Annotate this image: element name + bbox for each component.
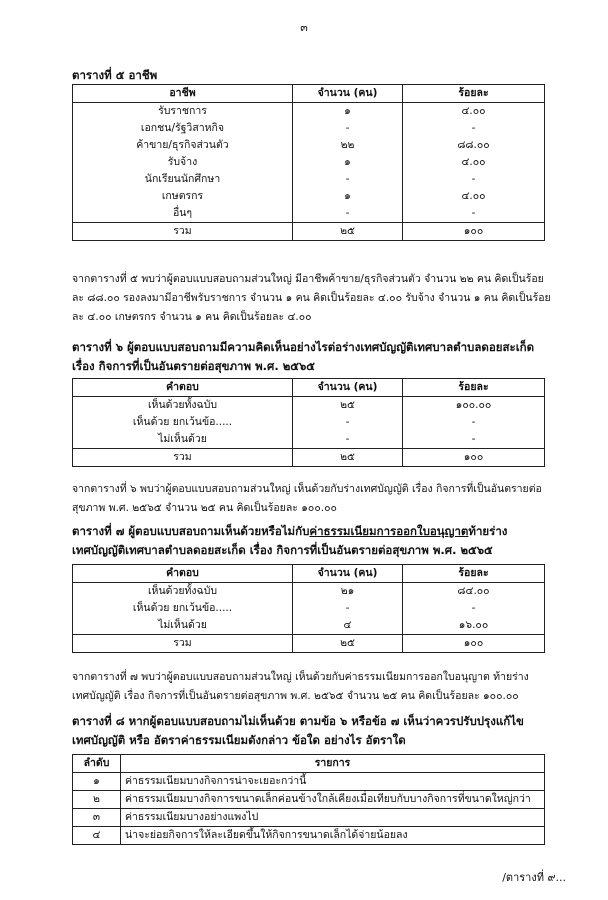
table7-header-answer: คำตอบ <box>73 565 293 583</box>
table8-item: ค่าธรรมเนียมบางอย่างแพงไป <box>121 809 545 827</box>
table5-cell: ๔.๐๐ <box>403 188 545 205</box>
table6-cell: - <box>293 431 403 449</box>
table6-cell: ไม่เห็นด้วย <box>73 431 293 449</box>
table6-summary: จากตารางที่ ๖ พบว่าผู้ตอบแบบสอบถามส่วนใหญ่ เห็นด้วยกับร่างเทศบัญญัติ เรื่อง กิจการที่เป็นอันตรายต่อสุขภาพ พ.ศ. ๒๕๖๕ จำนวน ๒๕ คน คิดเป็นร้อยละ ๑๐๐.๐๐ <box>72 483 542 514</box>
table6-total-count: ๒๕ <box>293 449 403 467</box>
table5-total-count: ๒๕ <box>293 223 403 241</box>
table5-cell: เกษตรกร <box>73 188 293 205</box>
table5-header-count: จำนวน (คน) <box>293 85 403 103</box>
table6-cell: - <box>293 414 403 431</box>
table-row <box>73 617 545 635</box>
table7-summary: จากตารางที่ ๗ พบว่าผู้ตอบแบบสอบถามส่วนใหญ่ เห็นด้วยกับค่าธรรมเนียมการออกใบอนุญาต ท้ายร่างเทศบัญญัติ เรื่อง กิจการที่เป็นอันตรายต่อสุขภาพ พ.ศ. ๒๕๖๕ จำนวน ๒๕ คน คิดเป็นร้อยละ ๑๐๐.๐๐ <box>72 671 529 702</box>
table7-caption-end: ท้ายร่างเทศบัญญัติเทศบาลตำบลดอยสะเก็ด เรื่อง กิจการที่เป็นอันตรายต่อสุขภาพ พ.ศ. ๒๕๖๕ <box>72 524 508 557</box>
table5-summary: จากตารางที่ ๕ พบว่าผู้ตอบแบบสอบถามส่วนใหญ่ มีอาชีพค้าขาย/ธุรกิจส่วนตัว จำนวน ๒๒ คน คิดเป็นร้อยละ ๘๘.๐๐ รองลงมามีอาชีพรับราชการ จำนวน ๑ คน คิดเป็นร้อยละ ๔.๐๐ รับจ้าง จำนวน ๑ คน คิดเป็นร้อยละ ๔.๐๐ เกษตรกร จำนวน ๑ คน คิดเป็นร้อยละ ๔.๐๐ <box>72 273 551 323</box>
table7-cell: ไม่เห็นด้วย <box>73 617 293 635</box>
table5-total-percent: ๑๐๐ <box>403 223 545 241</box>
table7-cell: ๒๑ <box>293 583 403 601</box>
table6-cell: - <box>403 414 545 431</box>
table8-order: ๑ <box>73 773 121 791</box>
table5-cell: ๑ <box>293 103 403 121</box>
table-row <box>73 414 545 431</box>
table-row <box>73 171 545 188</box>
table6-total-row <box>73 449 545 467</box>
table6-header-row <box>73 379 545 397</box>
table8 <box>72 754 545 845</box>
table6-caption: ตารางที่ ๖ ผู้ตอบแบบสอบถามมีความคิดเห็นอย่างไรต่อร่างเทศบัญญัติเทศบาลตำบลดอยสะเก็ด เรื่อง กิจการที่เป็นอันตรายต่อสุขภาพ พ.ศ. ๒๕๖๕ <box>72 340 535 373</box>
table7-cell: ๔ <box>293 617 403 635</box>
table7-header-row <box>73 565 545 583</box>
table6-cell: เห็นด้วยทั้งฉบับ <box>73 397 293 415</box>
table7-cell: - <box>293 600 403 617</box>
table8-order: ๓ <box>73 809 121 827</box>
table-row <box>73 397 545 415</box>
table5-cell: อื่นๆ <box>73 205 293 223</box>
table5-cell: ๔.๐๐ <box>403 103 545 121</box>
table-row <box>73 809 545 827</box>
table6-total-label: รวม <box>73 449 293 467</box>
table8-item: ค่าธรรมเนียมบางกิจการน่าจะเยอะกว่านี้ <box>121 773 545 791</box>
table8-caption: ตารางที่ ๘ หากผู้ตอบแบบสอบถามไม่เห็นด้วย ตามข้อ ๖ หรือข้อ ๗ เห็นว่าควรปรับปรุงแก้ไขเทศบัญญัติ หรือ อัตราค่าธรรมเนียมดังกล่าว ข้อใด อย่างไร อัตราใด <box>72 714 524 747</box>
table8-item: น่าจะย่อยกิจการให้ละเอียดขึ้นให้กิจการขนาดเล็กได้จ่ายน้อยลง <box>121 827 545 845</box>
table5-cell: - <box>293 171 403 188</box>
table5-cell: ๑ <box>293 188 403 205</box>
table-row <box>73 154 545 171</box>
table5-cell: ๒๒ <box>293 137 403 154</box>
table-row <box>73 600 545 617</box>
table5-cell: รับจ้าง <box>73 154 293 171</box>
table8-item: ค่าธรรมเนียมบางกิจการขนาดเล็กค่อนข้างใกล้เคียงเมื่อเทียบกับบางกิจการที่ขนาดใหญ่กว่า <box>121 791 545 809</box>
table5-cell: - <box>293 120 403 137</box>
table5-cell: - <box>403 120 545 137</box>
table5-header-percent: ร้อยละ <box>403 85 545 103</box>
table6-cell: ๒๕ <box>293 397 403 415</box>
table8-order: ๔ <box>73 827 121 845</box>
table-row <box>73 431 545 449</box>
table7-header-percent: ร้อยละ <box>403 565 545 583</box>
table6-header-count: จำนวน (คน) <box>293 379 403 397</box>
table7-total-row <box>73 635 545 653</box>
table7-total-label: รวม <box>73 635 293 653</box>
table8-order: ๒ <box>73 791 121 809</box>
page-number: ๓ <box>300 21 308 34</box>
table6-header-answer: คำตอบ <box>73 379 293 397</box>
table-row <box>73 827 545 845</box>
table-row <box>73 103 545 121</box>
table7-cell: เห็นด้วย ยกเว้นข้อ..... <box>73 600 293 617</box>
table6-cell: เห็นด้วย ยกเว้นข้อ..... <box>73 414 293 431</box>
table7-total-percent: ๑๐๐ <box>403 635 545 653</box>
table7-total-count: ๒๕ <box>293 635 403 653</box>
table5-cell: ๔.๐๐ <box>403 154 545 171</box>
table7-cell: - <box>403 600 545 617</box>
table5-total-row <box>73 223 545 241</box>
table7 <box>72 564 545 653</box>
next-page-reference: /ตารางที่ ๙... <box>502 871 566 884</box>
table5-cell: ค้าขาย/ธุรกิจส่วนตัว <box>73 137 293 154</box>
table8-header-order: ลำดับ <box>73 755 121 773</box>
table-row <box>73 583 545 601</box>
table5-cell: ๑ <box>293 154 403 171</box>
table6 <box>72 378 545 467</box>
table5-header-row <box>73 85 545 103</box>
table5-cell: เอกชน/รัฐวิสาหกิจ <box>73 120 293 137</box>
table5 <box>72 84 545 241</box>
table7-caption <box>72 522 552 560</box>
table-row <box>73 773 545 791</box>
table5-total-label: รวม <box>73 223 293 241</box>
table5-cell: - <box>403 171 545 188</box>
table7-cell: ๘๔.๐๐ <box>403 583 545 601</box>
table7-cell: เห็นด้วยทั้งฉบับ <box>73 583 293 601</box>
table5-cell: นักเรียนนักศึกษา <box>73 171 293 188</box>
table6-cell: - <box>403 431 545 449</box>
table5-header-occupation: อาชีพ <box>73 85 293 103</box>
table-row <box>73 791 545 809</box>
table5-cell: ๘๘.๐๐ <box>403 137 545 154</box>
table-row <box>73 120 545 137</box>
table-row <box>73 205 545 223</box>
table-row <box>73 188 545 205</box>
table6-total-percent: ๑๐๐ <box>403 449 545 467</box>
table5-caption: ตารางที่ ๕ อาชีพ <box>72 68 158 82</box>
table7-header-count: จำนวน (คน) <box>293 565 403 583</box>
table7-caption-underlined: ค่าธรรมเนียมการออกใบอนุญาต <box>309 524 469 538</box>
table8-header-row <box>73 755 545 773</box>
table6-header-percent: ร้อยละ <box>403 379 545 397</box>
table5-cell: - <box>293 205 403 223</box>
table6-cell: ๑๐๐.๐๐ <box>403 397 545 415</box>
table-row <box>73 137 545 154</box>
table8-header-item: รายการ <box>121 755 545 773</box>
table7-cell: ๑๖.๐๐ <box>403 617 545 635</box>
table7-caption-start: ตารางที่ ๗ ผู้ตอบแบบสอบถามเห็นด้วยหรือไม่กับ <box>72 524 310 538</box>
table5-cell: - <box>403 205 545 223</box>
table5-cell: รับราชการ <box>73 103 293 121</box>
